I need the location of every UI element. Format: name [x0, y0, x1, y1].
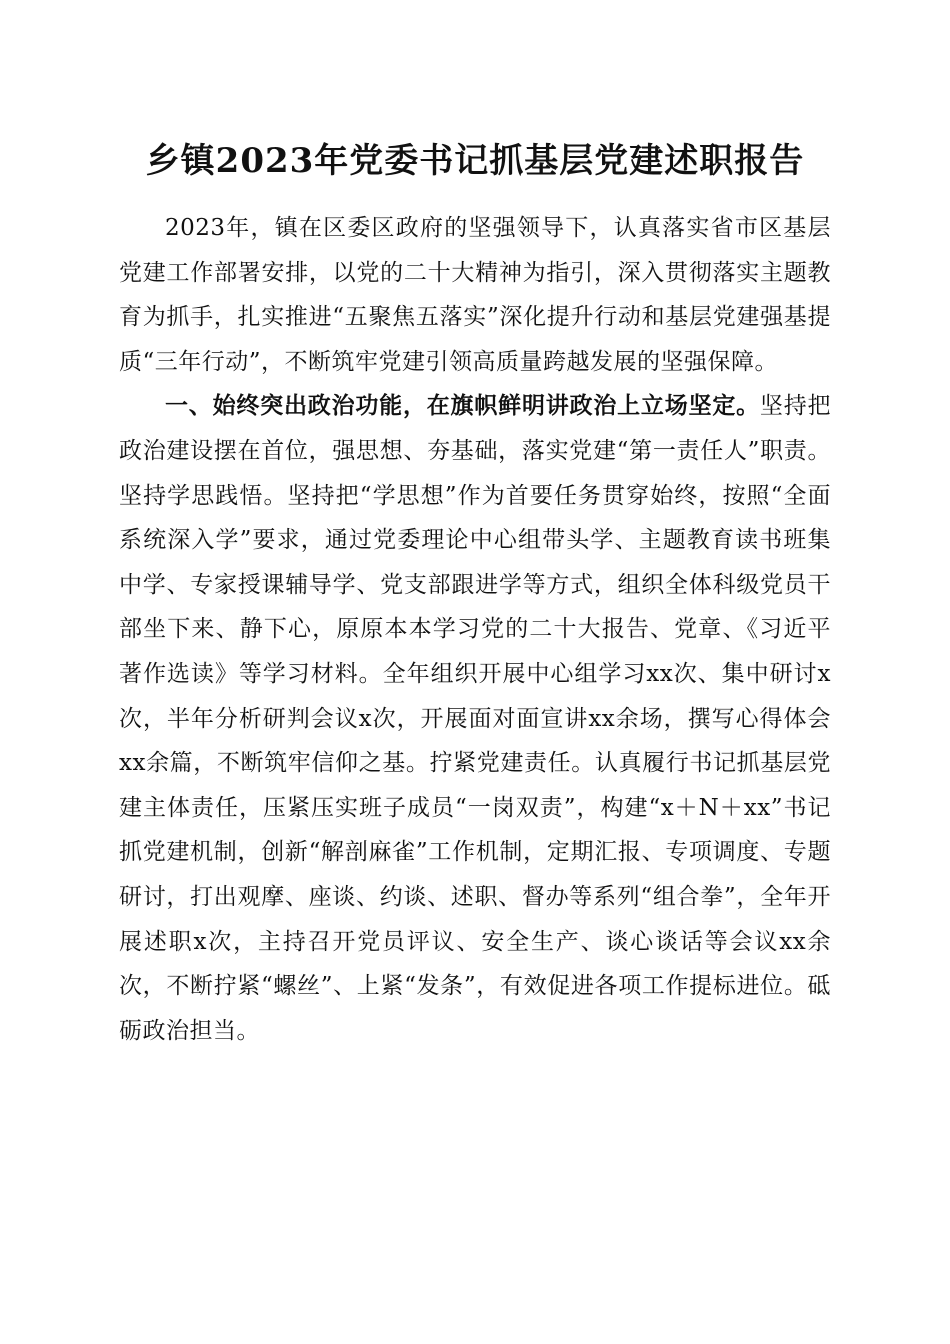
document-body — [119, 206, 831, 1053]
intro-paragraph: 2023年，镇在区委区政府的坚强领导下，认真落实省市区基层党建工作部署安排，以党的二十大精神为指引，深入贯彻落实主题教育为抓手，扎实推进“五聚焦五落实”深化提升行动和基层党建强基提质“三年行动”，不断筑牢党建引领高质量跨越发展的坚强保障。 — [119, 215, 831, 375]
section-1-heading: 一、始终突出政治功能，在旗帜鲜明讲政治上立场坚定。 — [165, 393, 760, 420]
section-1-paragraph — [119, 384, 831, 1053]
section-1-body: 坚持把政治建设摆在首位，强思想、夯基础，落实党建“第一责任人”职责。坚持学思践悟。坚持把“学思想”作为首要任务贯穿始终，按照“全面系统深入学”要求，通过党委理论中心组带头学、主题教育读书班集中学、专家授课辅导学、党支部跟进学等方式，组织全体科级党员干部坐下来、静下心，原原本本学习党的二十大报告、党章、《习近平著作选读》等学习材料。全年组织开展中心组学习xx次、集中研讨x次，半年分析研判会议x次，开展面对面宣讲xx余场，撰写心得体会xx余篇，不断筑牢信仰之基。拧紧党建责任。认真履行书记抓基层党建主体责任，压紧压实班子成员“一岗双责”，构建“x＋N＋xx”书记抓党建机制，创新“解剖麻雀”工作机制，定期汇报、专项调度、专题研讨，打出观摩、座谈、约谈、述职、督办等系列“组合拳”，全年开展述职x次，主持召开党员评议、安全生产、谈心谈话等会议xx余次，不断拧紧“螺丝”、上紧“发条”，有效促进各项工作提标进位。砥砺政治担当。 — [119, 393, 832, 1044]
document-title: 乡镇2023年党委书记抓基层党建述职报告 — [145, 141, 805, 181]
